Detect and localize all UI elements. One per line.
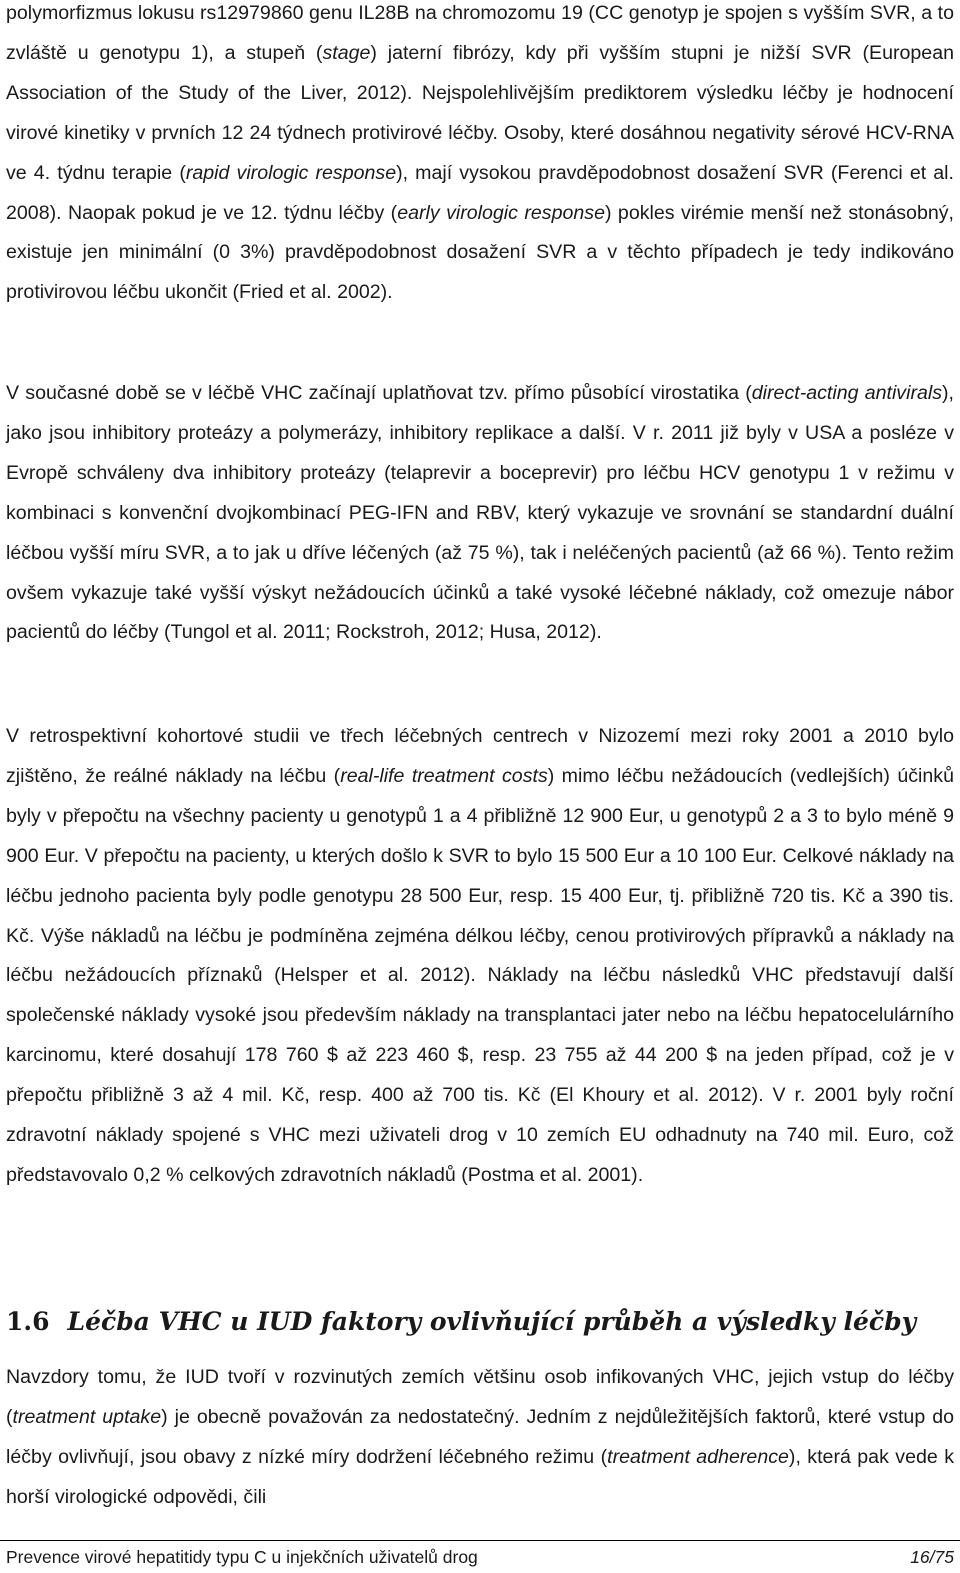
text-run: ) jaterní fibrózy, kdy při vyšším stupni je nižší SVR (European Association of the Study of the Liver, 2012). Nejspolehlivějším prediktorem výsledku léčby je hodnocení virové kinetiky v prvních 12 24 týdnech protivirové léčby. Osoby, které dosáhnou negativity sérové HCV-RNA ve 4. týdnu terapie ( bbox=[6, 41, 954, 184]
section-heading bbox=[6, 1298, 916, 1346]
text-run: ) mimo léčbu nežádoucích (vedlejších) účinků byly v přepočtu na všechny pacienty u genotypů 1 a 4 přibližně 12 900 Eur, u genotypů 2 a 3 to bylo méně 9 900 Eur. V přepočtu na pacienty, u kterých došlo k SVR to bylo 15 500 Eur a 10 100 Eur. Celkové náklady na léčbu jednoho pacienta byly podle genotypu 28 500 Eur, resp. 15 400 Eur, tj. přibližně 720 tis. Kč a 390 tis. Kč. Výše nákladů na léčbu je podmíněna zejména délkou léčby, cenou protivirových přípravků a náklady na léčbu nežádoucích příznaků (Helsper et al. 2012). Náklady na léčbu následků VHC představují další společenské náklady vysoké jsou především náklady na transplantaci jater nebo na léčbu hepatocelulárního karcinomu, které dosahují 178 760 $ až 223 460 $, resp. 23 755 až 44 200 $ na jeden případ, což je v přepočtu přibližně 3 až 4 mil. Kč, resp. 400 až 700 tis. Kč (El Khoury et al. 2012). V r. 2001 byly roční zdravotní náklady spojené s VHC mezi uživateli drog v 10 zemích EU odhadnuty na 740 mil. Euro, což představovalo 0,2 % celkových zdravotních nákladů (Postma et al. 2001). bbox=[6, 764, 954, 1186]
text-run: Navzdory tomu, že IUD tvoří v rozvinutých zemích většinu osob infikovaných VHC, jejich vstup do léčby ( bbox=[6, 1366, 954, 1428]
italic-term: direct-acting antivirals bbox=[751, 382, 943, 404]
paragraph bbox=[6, 374, 954, 653]
section-number: 1.6 bbox=[6, 1307, 50, 1336]
italic-term: treatment uptake bbox=[12, 1405, 162, 1428]
text-run: V současné době se v léčbě VHC začínají uplatňovat tzv. přímo působící virostatika ( bbox=[6, 382, 752, 404]
text-run: ), jako jsou inhibitory proteázy a polymerázy, inhibitory replikace a další. V r. 2011 již byly v USA a posléze v Evropě schváleny dva inhibitory proteázy (telaprevir a boceprevir) pro léčbu HCV genotypu 1 v režimu v kombinaci s konvenční dvojkombinací PEG-IFN and RBV, který vykazuje ve srovnání se standardní duální léčbou vyšší míru SVR, a to jak u dříve léčených (až 75 %), tak i neléčených pacientů (až 66 %). Tento režim ovšem vykazuje také vyšší výskyt nežádoucích účinků a také vysoké léčebné náklady, což omezuje nábor pacientů do léčby (Tungol et al. 2011; Rockstroh, 2012; Husa, 2012). bbox=[6, 382, 954, 644]
text-run: V retrospektivní kohortové studii ve třech léčebných centrech v Nizozemí mezi roky 2001 a 2010 bylo zjištěno, že reálné náklady na léčbu ( bbox=[6, 725, 954, 787]
footer-title: Prevence virové hepatitidy typu C u injekčních uživatelů drog bbox=[6, 1547, 478, 1567]
italic-term: treatment adherence bbox=[607, 1445, 789, 1468]
text-run: ) je obecně považován za nedostatečný. Jedním z nejdůležitějších faktorů, které vstup do léčby ovlivňují, jsou obavy z nízké míry dodržení léčebného režimu ( bbox=[6, 1405, 955, 1468]
italic-term: real-life treatment costs bbox=[340, 764, 548, 787]
italic-term: stage bbox=[322, 41, 371, 64]
text-run: ) pokles virémie menší než stonásobný, existuje jen minimální (0 3%) pravděpodobnost dosažení SVR a v těchto případech je tedy indikováno protivirovou léčbu ukončit (Fried et al. 2002). bbox=[6, 201, 954, 304]
footer-divider bbox=[0, 1540, 960, 1541]
text-run: ), mají vysokou pravděpodobnost dosažení SVR (Ferenci et al. 2008). Naopak pokud je ve 12. týdnu léčby ( bbox=[6, 161, 954, 224]
italic-term: early virologic response bbox=[397, 201, 605, 224]
page-number: 16/75 bbox=[910, 1547, 954, 1567]
paragraph bbox=[6, 1358, 954, 1518]
section-title: Léčba VHC u IUD faktory ovlivňující průběh a výsledky léčby bbox=[67, 1307, 917, 1336]
text-run: polymorfizmus lokusu rs12979860 genu IL28B na chromozomu 19 (CC genotyp je spojen s vyšším SVR, a to zvláště u genotypu 1), a stupeň ( bbox=[6, 2, 954, 64]
paragraph bbox=[6, 717, 954, 1196]
page-footer bbox=[6, 1545, 954, 1569]
paragraph bbox=[6, 0, 954, 313]
text-run: ), která pak vede k horší virologické odpovědi, čili bbox=[6, 1445, 955, 1508]
italic-term: rapid virologic response bbox=[185, 161, 397, 184]
